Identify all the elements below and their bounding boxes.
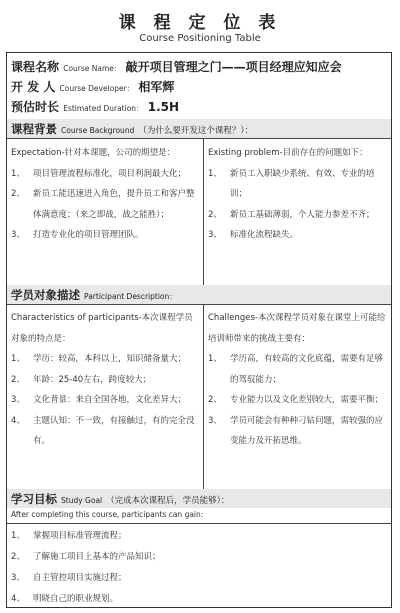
duration-en: Estimated Duration： (63, 104, 144, 113)
participant-en: Participant Description： (84, 292, 177, 301)
list-item-number: 3、 (208, 415, 222, 426)
list-item-number: 4、 (11, 415, 25, 426)
list-item-text: 学历高，有较高的文化底蕴，需要有足够的驾驭能力； (230, 354, 384, 385)
goal-header (7, 489, 391, 508)
list-item (11, 184, 199, 225)
list-item (11, 589, 387, 610)
divider (7, 138, 391, 139)
list-item-text: 学历：较高，本科以上，知识储备量大； (33, 354, 187, 364)
list-item (208, 390, 388, 411)
challenges-cell (208, 308, 388, 452)
background-note: （为什么要开发这个课程？）： (138, 126, 254, 136)
column-divider (203, 304, 204, 489)
participant-header (7, 285, 391, 304)
goal-en: Study Goal (61, 496, 103, 505)
positioning-table (6, 52, 392, 608)
goal-list (11, 526, 387, 610)
list-item-text: 标准化流程缺失。 (230, 230, 299, 240)
duration-label: 预估时长 (11, 100, 60, 114)
problem-list (208, 164, 388, 246)
course-name-value: 敲开项目管理之门——项目经理应知应会 (125, 60, 342, 74)
list-item-text: 文化背景：来自全国各地，文化差异大； (33, 395, 187, 405)
list-item (11, 411, 199, 452)
goal-subhead: After completing this course, participants can gain: (11, 510, 204, 519)
goal-cell (11, 526, 387, 610)
problem-head: Existing problem-目前存在的问题如下： (208, 148, 368, 158)
divider (7, 304, 391, 305)
list-item-number: 3、 (11, 230, 25, 240)
list-item-text: 明晓自己的职业规划。 (33, 594, 119, 604)
background-header (7, 119, 391, 138)
challenges-list (208, 349, 388, 452)
challenges-head: Challenges-本次课程学员对象在课堂上可能给培训师带来的挑战主要有： (208, 313, 386, 344)
list-item (208, 205, 388, 226)
problem-cell (208, 143, 388, 246)
developer-en: Course Developer： (59, 84, 135, 93)
course-name-label: 课程名称 (11, 60, 60, 74)
divider (7, 523, 391, 524)
list-item (208, 349, 388, 390)
participant-label: 学员对象描述 (11, 288, 80, 302)
list-item (11, 225, 199, 246)
list-item-number: 1、 (208, 354, 222, 364)
list-item-text: 掌握项目标准管理流程； (33, 531, 127, 541)
developer-row (11, 78, 174, 95)
background-label: 课程背景 (11, 122, 57, 136)
list-item-text: 新员工能迅速进入角色，提升员工和客户整体满意度；（来之即战，战之能胜）； (33, 189, 195, 220)
list-item-text: 年龄：25-40左右，跨度较大； (33, 374, 152, 385)
characteristics-head: Characteristics of participants-本次课程学员对象的特点是： (11, 313, 193, 344)
expectation-head: Expectation-针对本课题，公司的期望是： (11, 148, 176, 158)
goal-label: 学习目标 (11, 492, 57, 506)
background-en: Course Background (61, 126, 135, 135)
developer-value: 相军辉 (138, 80, 175, 94)
list-item (208, 164, 388, 205)
characteristics-list (11, 349, 199, 452)
list-item (11, 568, 387, 589)
list-item-text: 项目管理流程标准化，项目利润最大化； (33, 168, 187, 179)
list-item-number: 4、 (11, 594, 25, 604)
column-divider (203, 138, 204, 285)
list-item-text: 主题认知：不一致，有接触过，有的完全没有。 (33, 415, 195, 446)
duration-value: 1.5H (147, 100, 180, 114)
list-item-number: 2、 (11, 552, 25, 562)
developer-label: 开 发 人 (11, 80, 56, 94)
course-name-en: Course Name： (63, 64, 122, 73)
expectation-cell (11, 143, 199, 246)
duration-row (11, 98, 179, 115)
list-item (11, 526, 387, 547)
list-item-number: 3、 (11, 573, 25, 583)
list-item-number: 1、 (11, 168, 25, 179)
list-item-text: 新员工基础薄弱，个人能力参差不齐； (230, 209, 375, 220)
list-item-text: 打造专业化的项目管理团队。 (33, 230, 144, 240)
goal-note: （完成本次课程后，学员能够）： (106, 496, 230, 506)
characteristics-cell (11, 308, 199, 452)
list-item-number: 2、 (208, 395, 222, 405)
list-item-number: 2、 (11, 374, 25, 385)
list-item (208, 225, 388, 246)
page-title: 课 程 定 位 表 (118, 13, 282, 33)
list-item-text: 新员工入职缺少系统、有效、专业的培训； (230, 168, 375, 199)
list-item (11, 164, 199, 185)
list-item (11, 547, 387, 568)
list-item (11, 390, 199, 411)
list-item-number: 2、 (208, 209, 222, 220)
list-item (11, 370, 199, 391)
expectation-list (11, 164, 199, 246)
list-item-text: 了解施工项目上基本的产品知识； (33, 552, 161, 562)
list-item (11, 349, 199, 370)
list-item-number: 1、 (11, 354, 25, 364)
list-item-number: 1、 (208, 168, 222, 179)
list-item-text: 专业能力以及文化差别较大，需要平衡； (230, 395, 384, 405)
list-item-number: 3、 (11, 395, 25, 405)
list-item (208, 411, 388, 452)
list-item-text: 自主管控项目实施过程； (33, 573, 127, 583)
list-item-number: 2、 (11, 189, 25, 199)
list-item-number: 1、 (11, 531, 25, 541)
page-subtitle: Course Positioning Table (139, 33, 261, 44)
course-name-row (11, 58, 342, 75)
list-item-number: 3、 (208, 230, 222, 240)
list-item-text: 学员可能会有种种刁钻问题，需较强的应变能力及开拓思维。 (230, 415, 384, 446)
